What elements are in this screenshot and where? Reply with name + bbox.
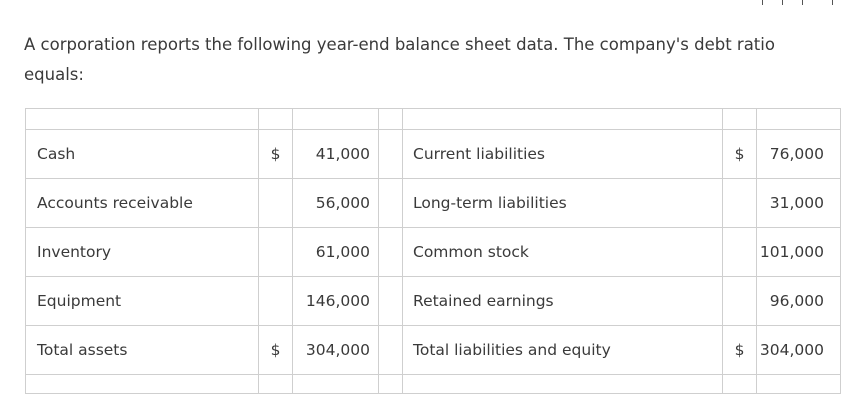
table-row-total (26, 326, 841, 375)
asset-label: Inventory (26, 228, 259, 277)
liability-currency (723, 179, 757, 228)
asset-currency (259, 228, 293, 277)
liability-currency (723, 277, 757, 326)
liability-currency (723, 228, 757, 277)
liability-amount: 101,000 (757, 228, 841, 277)
asset-amount: 61,000 (293, 228, 379, 277)
table-row (26, 130, 841, 179)
column-gap (379, 179, 403, 228)
column-gap (379, 130, 403, 179)
column-gap (379, 228, 403, 277)
asset-amount: 41,000 (293, 130, 379, 179)
table-header-spacer-row (26, 109, 841, 130)
liability-amount: 96,000 (757, 277, 841, 326)
column-gap (379, 326, 403, 375)
asset-label: Accounts receivable (26, 179, 259, 228)
asset-currency: $ (259, 130, 293, 179)
liability-amount: 31,000 (757, 179, 841, 228)
table-row (26, 277, 841, 326)
question-text: A corporation reports the following year-end balance sheet data. The company's debt ratio equals: (24, 35, 775, 84)
table-row (26, 179, 841, 228)
asset-amount: 56,000 (293, 179, 379, 228)
liability-label: Retained earnings (403, 277, 723, 326)
cropped-edge-marks (754, 0, 834, 6)
asset-label: Cash (26, 130, 259, 179)
liability-label: Long-term liabilities (403, 179, 723, 228)
table-footer-spacer-row (26, 375, 841, 394)
total-liabilities-equity-amount: 304,000 (757, 326, 841, 375)
liability-currency: $ (723, 326, 757, 375)
liability-label: Common stock (403, 228, 723, 277)
liability-label: Current liabilities (403, 130, 723, 179)
asset-amount: 146,000 (293, 277, 379, 326)
column-gap (379, 277, 403, 326)
asset-currency (259, 277, 293, 326)
asset-label: Equipment (26, 277, 259, 326)
total-assets-amount: 304,000 (293, 326, 379, 375)
liability-currency: $ (723, 130, 757, 179)
liability-amount: 76,000 (757, 130, 841, 179)
total-assets-label: Total assets (26, 326, 259, 375)
asset-currency: $ (259, 326, 293, 375)
total-liabilities-equity-label: Total liabilities and equity (403, 326, 723, 375)
asset-currency (259, 179, 293, 228)
balance-sheet-table (25, 108, 840, 394)
table-row (26, 228, 841, 277)
